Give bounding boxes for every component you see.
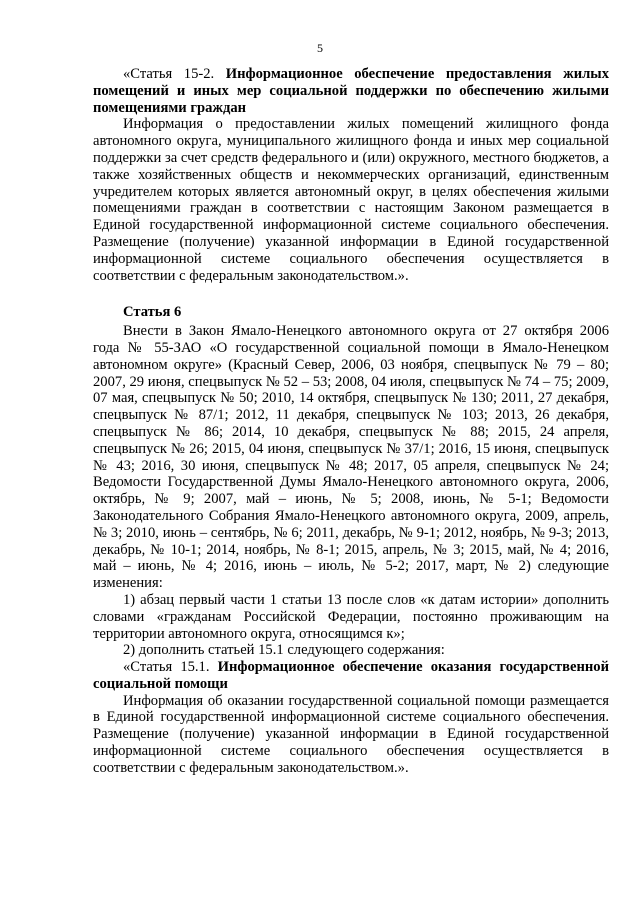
article-15-1-title: Информационное обеспечение оказания государственной социальной помощи bbox=[93, 659, 609, 692]
page-number: 5 bbox=[317, 41, 323, 55]
article-15-1-heading bbox=[93, 659, 609, 693]
article-15-1-prefix: «Статья 15.1. bbox=[123, 659, 218, 676]
article-15-1-body: Информация об оказании государственной социальной помощи размещается в Единой государственной информационной системе социального обеспечения. Размещение (получение) указанной информации в Единой государственной информационной системе социального обеспечения осуществляется в соответствии с федеральным законодательством.». bbox=[93, 692, 609, 776]
article-6-heading: Статья 6 bbox=[123, 304, 182, 321]
article-6-item-2: 2) дополнить статьей 15.1 следующего содержания: bbox=[123, 642, 445, 659]
article-6-item-1: 1) абзац первый части 1 статьи 13 после слов «к датам истории» дополнить словами «гражданам Российской Федерации, постоянно проживающим на территории автономного округа, относящимся к»; bbox=[93, 591, 609, 642]
document-body bbox=[93, 66, 609, 777]
article-15-2-prefix: «Статья 15-2. bbox=[123, 66, 226, 82]
article-15-2-heading bbox=[93, 66, 609, 116]
article-6-intro: Внести в Закон Ямало-Ненецкого автономного округа от 27 октября 2006 года № 55-ЗАО «О государственной социальной помощи в Ямало-Ненецком автономном округе» (Красный Север, 2006, 03 ноября, спецвыпуск № 79 – 80; 2007, 29 июня, спецвыпуск № 52 – 53; 2008, 04 июля, спецвыпуск № 74 – 75; 2009, 07 мая, спецвыпуск № 50; 2010, 14 октября, спецвыпуск № 130; 2011, 27 декабря, спецвыпуск № 87/1; 2012, 11 декабря, спецвыпуск № 103; 2013, 26 декабря, спецвыпуск № 86; 2014, 10 декабря, спецвыпуск № 88; 2015, 24 апреля, спецвыпуск № 26; 2015, 04 июня, спецвыпуск № 37/1; 2016, 15 июня, спецвыпуск № 43; 2016, 30 июня, спецвыпуск № 48; 2017, 05 апреля, спецвыпуск № 24; Ведомости Государственной Думы Ямало-Ненецкого автономного округа, 2006, октябрь, № 9; 2007, май – июнь, № 5; 2008, июнь, № 5-1; Ведомости Законодательного Собрания Ямало-Ненецкого автономного округа, 2009, апрель, № 3; 2010, июнь – сентябрь, № 6; 2011, декабрь, № 9-1; 2012, ноябрь, № 9-3; 2013, декабрь, № 10-1; 2014, ноябрь, № 8-1; 2015, апрель, № 3; 2015, май, № 4; 2016, май – июнь, № 4; 2016, июнь – июль, № 5-2; 2017, март, № 2) следующие изменения: bbox=[93, 323, 609, 592]
article-15-2-body: Информация о предоставлении жилых помещений жилищного фонда автономного округа, муниципального жилищного фонда и иных мер социальной поддержки за счет средств федерального и (или) окружного, местного бюджетов, а также хозяйственных обществ и некоммерческих организаций, единственным учредителем которых является автономный округ, в целях обеспечения жилыми помещениями граждан в соответствии с настоящим Законом размещается в Единой государственной информационной системе социального обеспечения. Размещение (получение) указанной информации в Единой государственной информационной системе социального обеспечения осуществляется в соответствии с федеральным законодательством.». bbox=[93, 116, 609, 284]
article-15-2-title: Информационное обеспечение предоставления жилых помещений и иных мер социальной поддержки по обеспечению жилыми помещениями граждан bbox=[93, 66, 609, 116]
